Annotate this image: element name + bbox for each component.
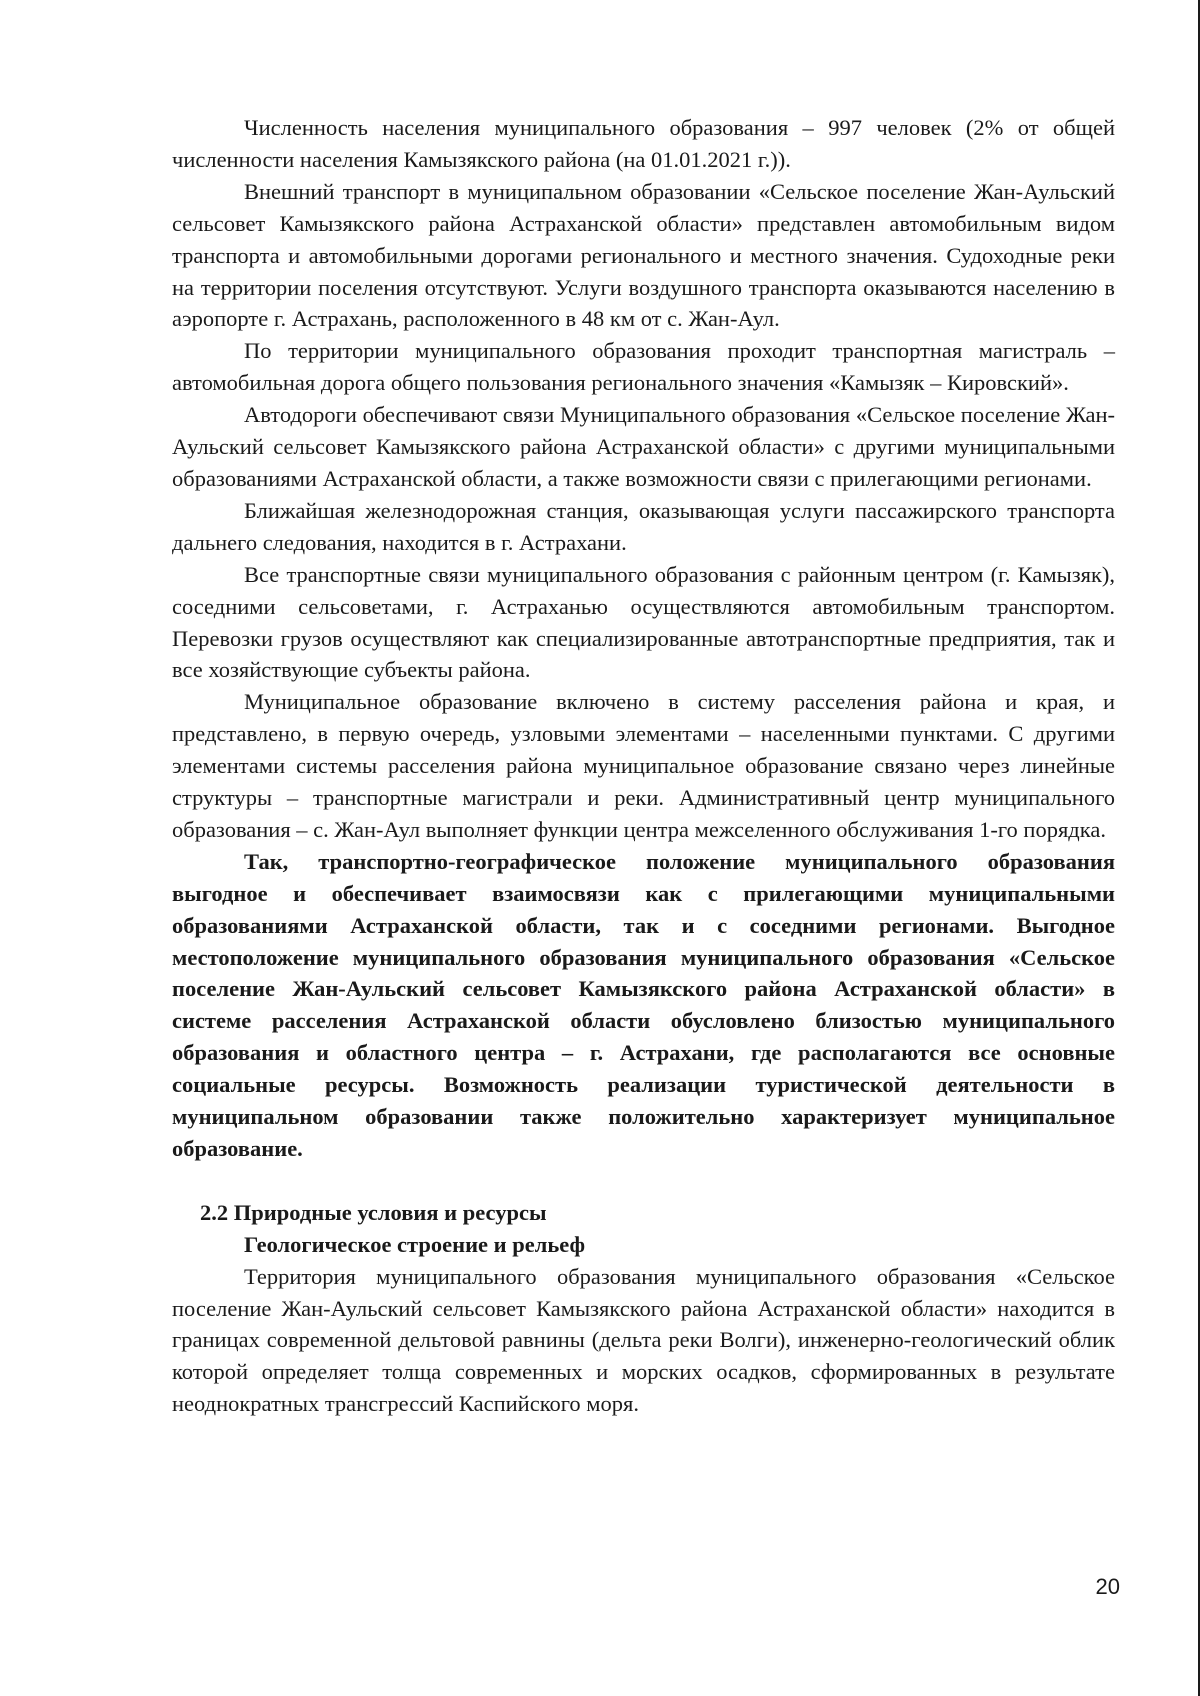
paragraph-summary-bold: Так, транспортно-географическое положение муниципального образования выгодное и обеспечивает взаимосвязи как с прилегающими муниципальными образованиями Астраханской области, так и с соседними регионами. Выгодное местоположение муниципального образования муниципального образования «Сельское поселение Жан-Аульский сельсовет Камызякского района Астраханской области» в системе расселения Астраханской области обусловлено близостью муниципального образования и областного центра – г. Астрахани, где располагаются все основные социальные ресурсы. Возможность реализации туристической деятельности в муниципальном образовании также положительно характеризует муниципальное образование. [172,848,1115,1161]
document-page [172,112,1115,1420]
page-number: 20 [1095,1574,1120,1599]
paragraph-road-connections: Автодороги обеспечивают связи Муниципального образования «Сельское поселение Жан-Аульский сельсовет Камызякского района Астраханской области» с другими муниципальными образованиями Астраханской области, а также возможности связи с прилегающими регионами. [172,402,1115,491]
subsection-heading: Геологическое строение и рельеф [244,1231,586,1257]
paragraph-highway: По территории муниципального образования проходит транспортная магистраль – автомобильная дорога общего пользования регионального значения «Камызяк – Кировский». [172,338,1115,396]
paragraph-settlement-system: Муниципальное образование включено в систему расселения района и края, и представлено, в первую очередь, узловыми элементами – населенными пунктами. С другими элементами системы расселения района муниципальное образование связано через линейные структуры – транспортные магистрали и реки. Административный центр муниципального образования – с. Жан-Аул выполняет функции центра межселенного обслуживания 1-го порядка. [172,689,1115,842]
section-heading: 2.2 Природные условия и ресурсы [200,1199,547,1225]
paragraph-geology: Территория муниципального образования муниципального образования «Сельское поселение Жан-Аульский сельсовет Камызякского района Астраханской области» находится в границах современной дельтовой равнины (дельта реки Волги), инженерно-геологический облик которой определяет толща современных и морских осадков, сформированных в результате неоднократных трансгрессий Каспийского моря. [172,1263,1115,1417]
paragraph-external-transport: Внешний транспорт в муниципальном образовании «Сельское поселение Жан-Аульский сельсовет Камызякского района Астраханской области» представлен автомобильным видом транспорта и автомобильными дорогами регионального и местного значения. Судоходные реки на территории поселения отсутствуют. Услуги воздушного транспорта оказываются населению в аэропорте г. Астрахань, расположенного в 48 км от с. Жан-Аул. [172,178,1115,332]
paragraph-railway-station: Ближайшая железнодорожная станция, оказывающая услуги пассажирского транспорта дальнего следования, находится в г. Астрахани. [172,497,1115,555]
paragraph-transport-links: Все транспортные связи муниципального образования с районным центром (г. Камызяк), соседними сельсоветами, г. Астраханью осуществляются автомобильным транспортом. Перевозки грузов осуществляют как специализированные автотранспортные предприятия, так и все хозяйствующие субъекты района. [172,561,1115,683]
paragraph-population: Численность населения муниципального образования – 997 человек (2% от общей численности населения Камызякского района (на 01.01.2021 г.)). [172,115,1115,172]
